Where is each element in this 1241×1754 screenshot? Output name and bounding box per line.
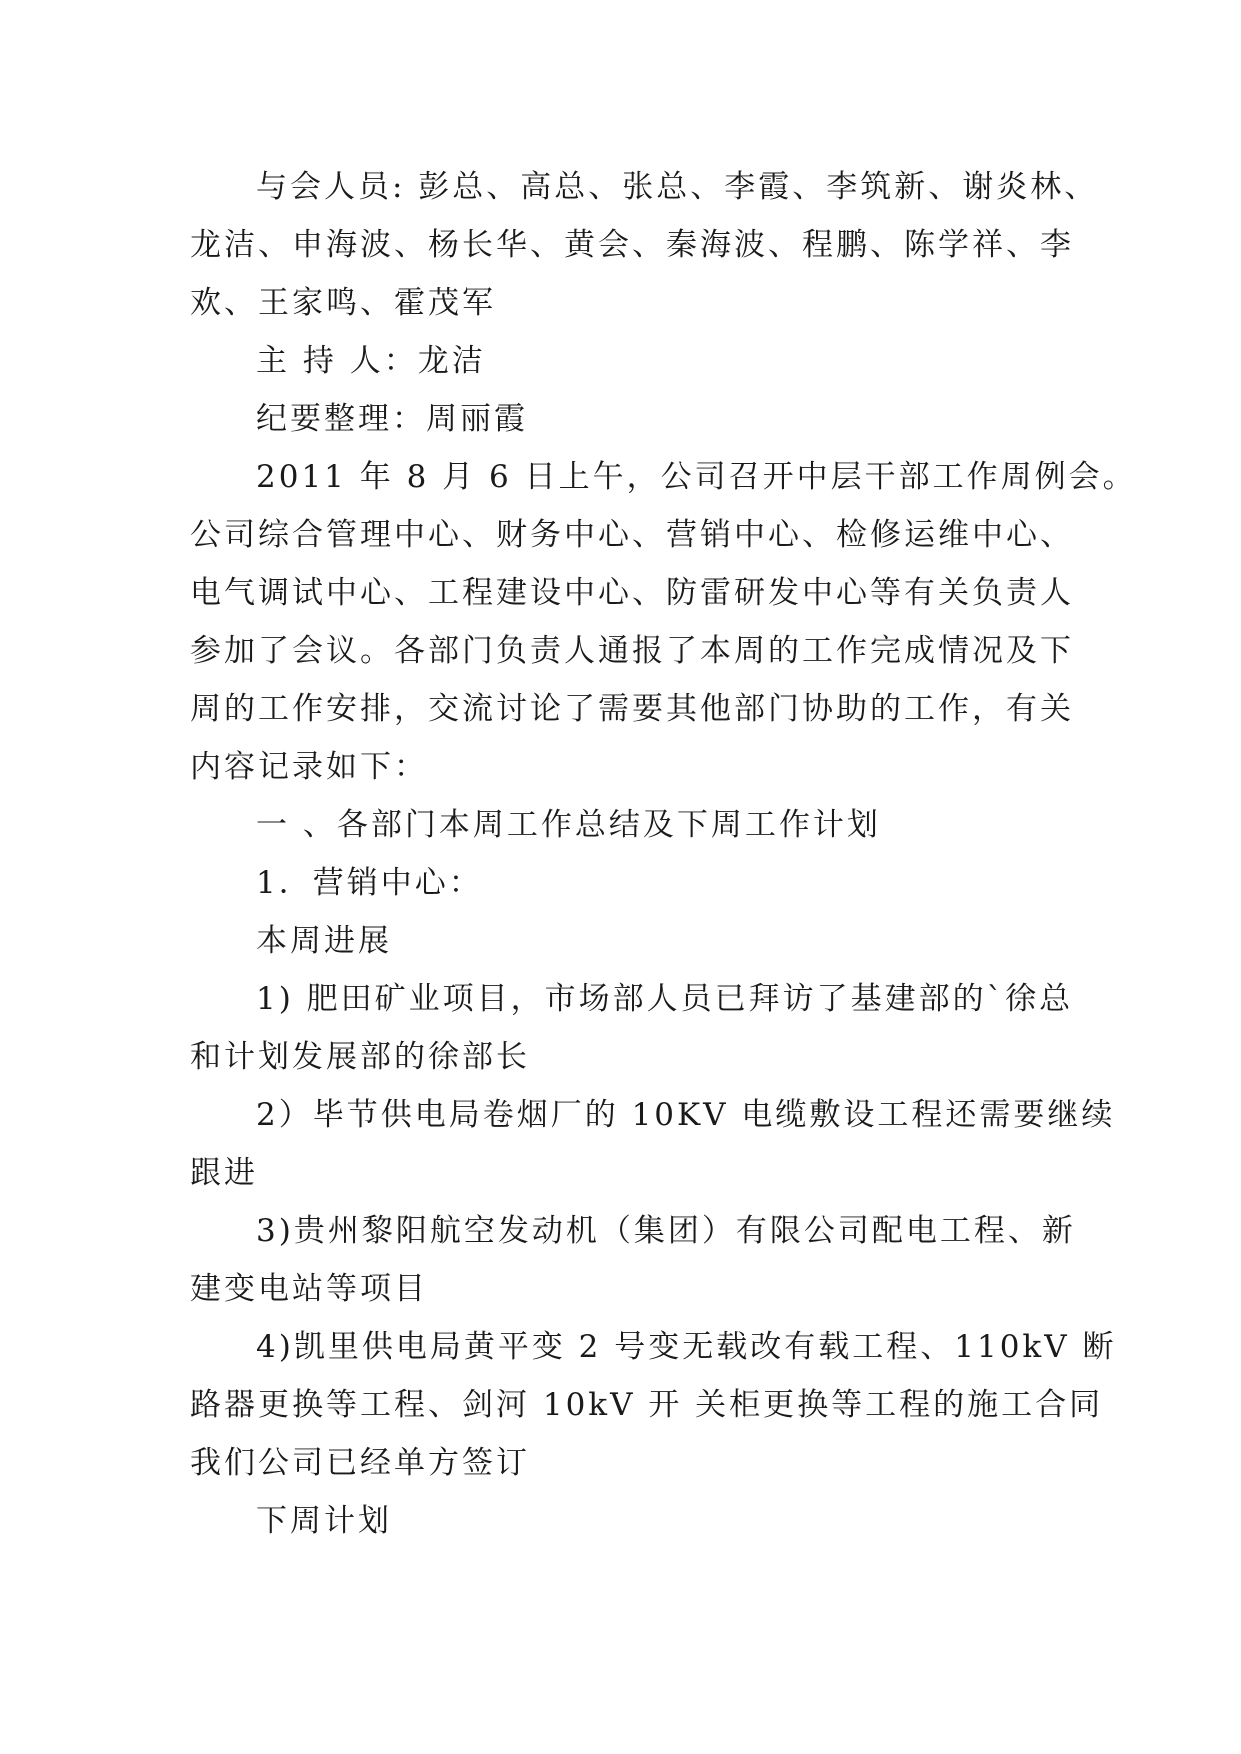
intro-line: 2011 年 8 月 6 日上午，公司召开中层干部工作周例会。 — [256, 459, 1137, 495]
intro-line: 公司综合管理中心、财务中心、营销中心、检修运维中心、 — [190, 517, 1074, 553]
progress-item-line: 我们公司已经单方签订 — [190, 1445, 530, 1481]
intro-line: 内容记录如下： — [190, 749, 428, 785]
progress-item-line: 跟进 — [190, 1155, 258, 1191]
attendees-line: 欢、王家鸣、霍茂军 — [190, 285, 496, 321]
progress-item — [190, 970, 1074, 1086]
progress-item-line: 和计划发展部的徐部长 — [190, 1039, 530, 1075]
intro-paragraph — [190, 448, 1137, 796]
progress-item-line: 2）毕节供电局卷烟厂的 10KV 电缆敷设工程还需要继续 — [256, 1097, 1116, 1133]
progress-item-line: 建变电站等项目 — [190, 1271, 428, 1307]
intro-line: 周的工作安排，交流讨论了需要其他部门协助的工作，有关 — [190, 691, 1074, 727]
progress-item — [190, 1202, 1076, 1318]
progress-heading: 本周进展 — [256, 923, 392, 959]
progress-item — [190, 1086, 1116, 1202]
section-heading: 一 、各部门本周工作总结及下周工作计划 — [256, 807, 881, 843]
intro-line: 电气调试中心、工程建设中心、防雷研发中心等有关负责人 — [190, 575, 1074, 611]
subsection-heading: 1．营销中心： — [256, 865, 483, 901]
progress-item-line: 3)贵州黎阳航空发动机（集团）有限公司配电工程、新 — [256, 1213, 1076, 1249]
progress-item-line: 路器更换等工程、剑河 10kV 开 关柜更换等工程的施工合同 — [190, 1387, 1104, 1423]
progress-item — [190, 1318, 1117, 1492]
recorder-line: 纪要整理：周丽霞 — [256, 401, 528, 437]
attendees-line: 龙洁、申海波、杨长华、黄会、秦海波、程鹏、陈学祥、李 — [190, 227, 1074, 263]
host-line: 主 持 人：龙洁 — [256, 343, 486, 379]
attendees-paragraph — [190, 158, 1099, 332]
intro-line: 参加了会议。各部门负责人通报了本周的工作完成情况及下 — [190, 633, 1074, 669]
document-body — [190, 158, 1137, 1550]
progress-item-line: 4)凯里供电局黄平变 2 号变无载改有载工程、110kV 断 — [256, 1329, 1117, 1365]
next-plan-heading: 下周计划 — [256, 1503, 392, 1539]
attendees-line: 与会人员: 彭总、高总、张总、李霞、李筑新、谢炎林、 — [256, 169, 1099, 205]
progress-item-line: 1) 肥田矿业项目，市场部人员已拜访了基建部的`徐总 — [256, 981, 1074, 1017]
